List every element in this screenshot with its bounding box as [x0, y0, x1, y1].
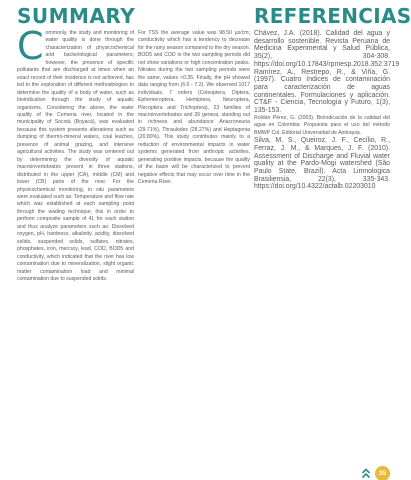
summary-text-part-2: For TSS the average value was 98.50 µs/cm; conductivity which has a tendency to decrease for the rainy season compared to the dry season. BOD5 and COD in the two sampling periods did not show variations or high concentration peaks. Nitrates during the two sampling periods were the same, values <0.35. Finally, the pH showed data ranging from (6.6 - 7.2). We observed 1017 individuals, 7 orders (Coleoptera, Diptera, Ephemeroptera, Hemiptera, Neuroptera, Plecoptera and Trichoptera), 23 families of macroinvertebrates and 26 genera, standing out in richness and abundance Anacroneuria (29.71%), Thraulodes (28.27%) and Heptagenia (20.80%). This study contributes mainly to a reduction of environmental impacts in water systems generated from anthropic activities, generating positive impacts, because the quality of the basin will be characterized to prevent negative effects that may occur over time in the Cemeria River. — [138, 30, 250, 186]
summary-column-1 — [17, 24, 134, 283]
reference-item: Roldán Pérez, G. (2003). Bioindicación de la calidad del agua en Colombia: Propuesta para el uso del método BMWP Col. Editorial Universidad de Antioquia. — [254, 114, 390, 136]
summary-text-part-1: ommonly, the study and monitoring of water quality is done through the characterization of physicochemical and bacteriological parameters; however, the presence of specific pollutants that are discharged at times when an exact record of their incidence is not achieved, has led to the exploration of different methodologies to determine the quality of a body of water, such as bioindication through the study of aquatic organisms. Considering the above, the water quality of the Cemeria river, located in the municipality of Socotá (Boyacá), was evaluated because this system presents alterations such as dumping of thermo-mineral waters, coal leaches, presence of animal grazing, and intensive agricultural activities. The study was centered out by determining the diversity of aquatic macroinvertebrates present in three stations, distributed in the upper (CA), middle (CM) and lower (CB) parts of the river. For the physicochemical monitoring, in situ parameters were evaluated such as: Temperature and flow rate which was established at each sampling point through the wading technique; this in order to perform composite sample of 4L for each station and thus analyze parameters such as: Dissolved oxygen, pH, hardness, alkalinity, acidity, dissolved solids, suspended solids, sulfates, nitrates, phosphates, iron, mercury, lead, COD, BOD5 and conductivity, which indicated that the river has low contamination due to mineralization, slight organic matter contamination load and minimal contamination due to suspended solids. — [17, 30, 134, 282]
summary-heading: SUMMARY — [17, 4, 136, 28]
reference-item: Silva, M. S., Queiroz, J. F., Cecílio, R., Ferraz, J. M., & Marques, J. F. (2010). Assessment of Discharge and Fluvial water quality at the Pardo-Mogi watershed (São Paulo State, Brazil). Acta Limnologica Brasiliensia, 22(3), 335-343. https://doi.org/10.4322/actalb.02203010 — [254, 137, 390, 191]
reference-item: Chávez, J.A. (2018). Calidad del agua y desarrollo sostenible. Revista Peruana de Medicina Experimental y Salud Pública, 35(2), 304-308. https://doi.org/10.17843/rpmesp.2018.352.3719 — [254, 30, 400, 68]
page-number-badge: 35 — [375, 466, 390, 480]
references-heading: REFERENCIAS — [254, 4, 411, 28]
summary-column-2 — [138, 30, 250, 187]
reference-item: Ramírez, A., Restrepo, R., & Viña, G. (1997). Cuatro índices de contaminación para caracterización de aguas continentales. Formulaciones y aplicación. CT&F - Ciencia, Tecnología y Futuro, 1(3), 135-153. — [254, 68, 390, 115]
references-list — [254, 30, 400, 191]
double-chevron-up-icon — [361, 466, 371, 480]
dropcap-letter: C — [17, 24, 44, 68]
